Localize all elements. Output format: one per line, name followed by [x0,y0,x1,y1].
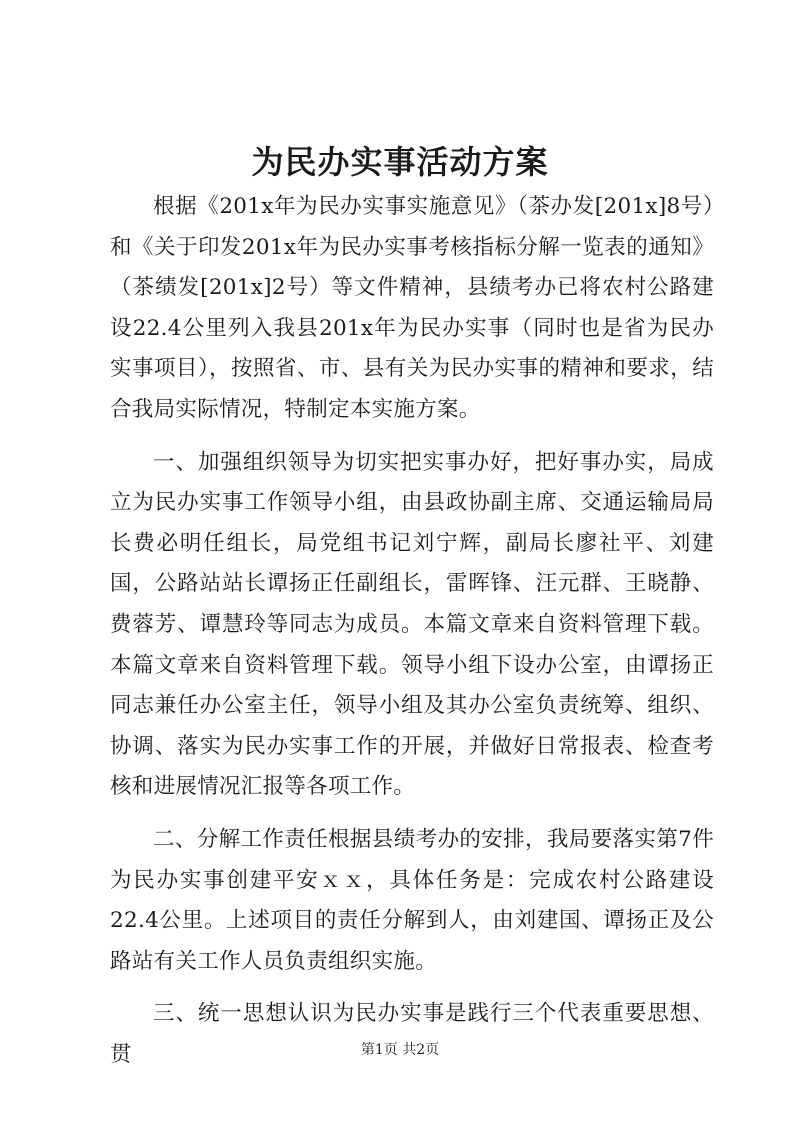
paragraph-intro: 根据《201x年为民办实事实施意见》（茶办发[201x]8号）和《关于印发201x年为民办实事考核指标分解一览表的通知》（茶绩发[201x]2号）等文件精神，县绩考办已将农村公路建设22.4公里列入我县201x年为民办实事（同时也是省为民办实事项目），按照省、市、县有关为民办实事的精神和要求，结合我局实际情况，特制定本实施方案。 [110,194,714,422]
paragraph-organization: 一、加强组织领导为切实把实事办好，把好事办实，局成立为民办实事工作领导小组，由县政协副主席、交通运输局局长费必明任组长，局党组书记刘宁辉，副局长廖社平、刘建国，公路站站长谭扬正任副组长，雷晖锋、汪元群、王晓静、费蓉芳、谭慧玲等同志为成员。本篇文章来自资料管理下载。本篇文章来自资料管理下载。领导小组下设办公室，由谭扬正同志兼任办公室主任，领导小组及其办公室负责统筹、组织、协调、落实为民办实事工作的开展，并做好日常报表、检查考核和进展情况汇报等各项工作。 [110,449,714,800]
document-title: 为民办实事活动方案 [251,143,549,181]
page-footer: 第1页 共2页 [360,1042,440,1058]
document-body [110,187,714,1087]
paragraph-responsibility: 二、分解工作责任根据县绩考办的安排，我局要落实第7件为民办实事创建平安ｘｘ，具体任务是：完成农村公路建设22.4公里。上述项目的责任分解到人，由刘建国、谭扬正及公路站有关工作人员负责组织实施。 [110,826,714,974]
paragraph-thinking: 三、统一思想认识为民办实事是践行三个代表重要思想、贯 [110,1001,714,1067]
